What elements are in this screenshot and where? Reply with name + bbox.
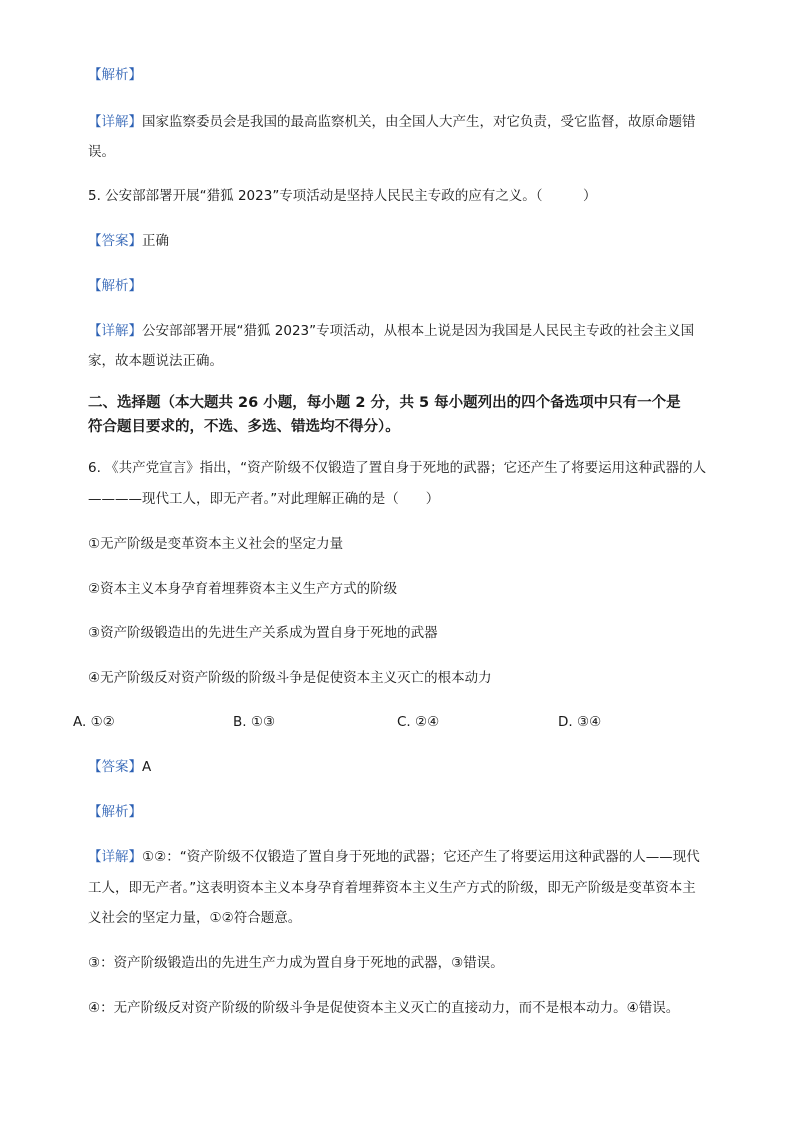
section-heading-line-2	[88, 417, 728, 437]
option-d: D. ③④	[558, 714, 602, 730]
q6-detail-line-3	[88, 908, 728, 928]
label-analysis: 【解析】	[88, 278, 142, 294]
q5-detail-text-2: 家，故本题说法正确。	[88, 353, 223, 369]
question-6-text-2: ————现代工人，即无产者。”对此理解正确的是（ ）	[88, 491, 440, 507]
q6-detail-line-2	[88, 878, 728, 898]
question-6-line-1	[88, 458, 728, 478]
statement-2	[88, 579, 728, 599]
statement-4-text: ④无产阶级反对资产阶级的阶级斗争是促使资本主义灭亡的根本动力	[88, 670, 492, 686]
q4-detail-text-1: 国家监察委员会是我国的最高监察机关，由全国人大产生，对它负责，受它监督，故原命题错	[142, 114, 696, 130]
q6-detail-item-3	[88, 953, 728, 973]
q6-analysis-label	[88, 802, 728, 822]
statement-1	[88, 534, 728, 554]
question-6-line-2	[88, 489, 728, 509]
analysis-label	[88, 65, 728, 85]
q6-detail-line-1	[88, 847, 728, 867]
q5-analysis-label	[88, 276, 728, 296]
label-answer: 【答案】	[88, 233, 142, 249]
section-heading-line-1	[88, 393, 728, 413]
statement-2-text: ②资本主义本身孕育着埋葬资本主义生产方式的阶级	[88, 581, 398, 597]
label-detail: 【详解】	[88, 323, 142, 339]
q6-detail-text-2: 工人，即无产者。”这表明资本主义本身孕育着埋葬资本主义生产方式的阶级，即无产阶级是变革资本主	[88, 880, 696, 896]
q4-detail-text-2: 误。	[88, 144, 115, 160]
q6-answer-value: A	[142, 759, 152, 775]
label-answer: 【答案】	[88, 759, 142, 775]
statement-1-text: ①无产阶级是变革资本主义社会的坚定力量	[88, 536, 344, 552]
question-5	[88, 186, 728, 206]
q5-answer	[88, 231, 728, 251]
q5-detail-line-2	[88, 351, 728, 371]
q4-detail-line-1	[88, 112, 728, 132]
section-heading-text-2: 符合题目要求的，不选、多选、错选均不得分）。	[88, 419, 400, 435]
statement-3	[88, 623, 728, 643]
q6-detail-item-4	[88, 998, 728, 1018]
option-a: A. ①②	[73, 714, 115, 730]
label-analysis: 【解析】	[88, 804, 142, 820]
statement-3-text: ③资产阶级锻造出的先进生产关系成为置自身于死地的武器	[88, 625, 438, 641]
q4-detail-line-2	[88, 142, 728, 162]
q6-detail-text-1: ①②：“资产阶级不仅锻造了置自身于死地的武器；它还产生了将要运用这种武器的人——现代	[142, 849, 700, 865]
question-6-text-1: 6. 《共产党宣言》指出，“资产阶级不仅锻造了置自身于死地的武器；它还产生了将要运用这种武器的人	[88, 460, 707, 476]
q5-answer-value: 正确	[142, 233, 169, 249]
question-5-text: 5. 公安部部署开展“猎狐 2023”专项活动是坚持人民民主专政的应有之义。（ ）	[88, 188, 597, 204]
q5-detail-text-1: 公安部部署开展“猎狐 2023”专项活动，从根本上说是因为我国是人民民主专政的社会主义国	[142, 323, 695, 339]
q6-answer	[88, 757, 728, 777]
option-b: B. ①③	[233, 714, 276, 730]
option-c: C. ②④	[397, 714, 440, 730]
q5-detail-line-1	[88, 321, 728, 341]
q6-detail-item-4-text: ④：无产阶级反对资产阶级的阶级斗争是促使资本主义灭亡的直接动力，而不是根本动力。④错误。	[88, 1000, 680, 1016]
label-detail: 【详解】	[88, 849, 142, 865]
label-detail: 【详解】	[88, 114, 142, 130]
q6-detail-item-3-text: ③：资产阶级锻造出的先进生产力成为置自身于死地的武器，③错误。	[88, 955, 504, 971]
statement-4	[88, 668, 728, 688]
label-analysis: 【解析】	[88, 67, 142, 83]
section-heading-text-1: 二、选择题（本大题共 26 小题，每小题 2 分，共 5 每小题列出的四个备选项中只有一个是	[88, 395, 681, 411]
q6-detail-text-3: 义社会的坚定力量，①②符合题意。	[88, 910, 302, 926]
